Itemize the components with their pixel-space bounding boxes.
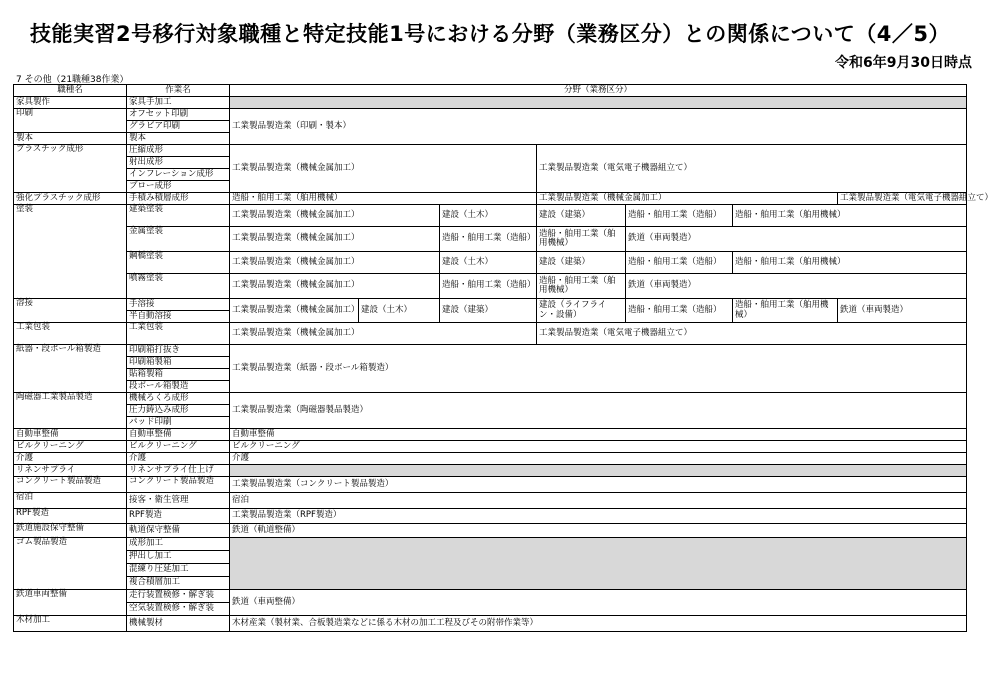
- work-name: 鋼橋塗装: [127, 252, 230, 274]
- field-cell: 工業製品製造業（機械金属加工）: [230, 323, 537, 345]
- table-row: [14, 393, 967, 405]
- header-work: 作業名: [127, 85, 230, 97]
- field-none: [230, 97, 967, 109]
- job-name: 強化プラスチック成形: [14, 193, 127, 205]
- table-row: [14, 323, 967, 345]
- field-cell: 工業製品製造業（機械金属加工）: [230, 227, 440, 252]
- job-name: 塗装: [14, 205, 127, 299]
- table-row: [14, 193, 967, 205]
- job-name: 自動車整備: [14, 429, 127, 441]
- job-name: 鉄道車両整備: [14, 590, 127, 616]
- work-name: ブロー成形: [127, 181, 230, 193]
- field-cell: 工業製品製造業（機械金属加工）: [230, 274, 440, 299]
- page-title: 技能実習2号移行対象職種と特定技能1号における分野（業務区分）との関係について（4／5）: [29, 22, 951, 46]
- table-row: [14, 616, 967, 632]
- field-cell: 建設（土木）: [359, 299, 440, 323]
- work-name: ビルクリーニング: [127, 441, 230, 453]
- work-name: インフレーション成形: [127, 169, 230, 181]
- job-name: 印刷: [14, 109, 127, 133]
- work-name: 圧力鋳込み成形: [127, 405, 230, 417]
- field-cell: 工業製品製造業（電気電子機器組立て）: [838, 193, 967, 205]
- field-cell: 造船・舶用工業（舶用機械）: [733, 205, 967, 227]
- section-subtitle: 7 その他（21職種38作業）: [16, 75, 129, 85]
- job-name: 製本: [14, 133, 127, 145]
- field-cell: 自動車整備: [230, 429, 967, 441]
- job-name: 木材加工: [14, 616, 127, 632]
- field-cell: 工業製品製造業（陶磁器製品製造）: [230, 393, 967, 429]
- job-name: 鉄道施設保守整備: [14, 524, 127, 538]
- job-name: 溶接: [14, 299, 127, 323]
- job-name: ゴム製品製造: [14, 538, 127, 590]
- work-name: 機械ろくろ成形: [127, 393, 230, 405]
- job-name: RPF製造: [14, 509, 127, 524]
- work-name: グラビア印刷: [127, 121, 230, 133]
- field-cell: 工業製品製造業（機械金属加工）: [230, 252, 440, 274]
- work-name: 半自動溶接: [127, 311, 230, 323]
- header-row: [14, 85, 967, 97]
- table-row: [14, 205, 967, 227]
- field-cell: 工業製品製造業（印刷・製本）: [230, 109, 967, 145]
- field-cell: ビルクリーニング: [230, 441, 967, 453]
- field-cell: 造船・舶用工業（造船）: [440, 227, 537, 252]
- work-name: 印刷箱打抜き: [127, 345, 230, 357]
- header-field: 分野（業務区分）: [230, 85, 967, 97]
- work-name: 金属塗装: [127, 227, 230, 252]
- work-name: 空気装置検修・解ぎ装: [127, 603, 230, 616]
- job-name: 紙器・段ボール箱製造: [14, 345, 127, 393]
- field-cell: 工業製品製造業（コンクリート製品製造）: [230, 477, 967, 493]
- work-name: 工業包装: [127, 323, 230, 345]
- field-cell: 工業製品製造業（紙器・段ボール箱製造）: [230, 345, 967, 393]
- work-name: オフセット印刷: [127, 109, 230, 121]
- table-row: [14, 274, 967, 299]
- work-name: 手溶接: [127, 299, 230, 311]
- work-name: 製本: [127, 133, 230, 145]
- header-job: 職種名: [14, 85, 127, 97]
- field-cell: 建設（建築）: [440, 299, 537, 323]
- work-name: 段ボール箱製造: [127, 381, 230, 393]
- table-row: [14, 441, 967, 453]
- field-cell: 造船・舶用工業（造船）: [440, 274, 537, 299]
- field-cell: 建設（ライフライン・設備）: [537, 299, 626, 323]
- table-row: [14, 429, 967, 441]
- job-name: 家具製作: [14, 97, 127, 109]
- field-cell: 宿泊: [230, 493, 967, 509]
- work-name: 貼箱製箱: [127, 369, 230, 381]
- work-name: 家具手加工: [127, 97, 230, 109]
- field-cell: 建設（建築）: [537, 252, 626, 274]
- field-cell: 工業製品製造業（電気電子機器組立て）: [537, 145, 967, 193]
- field-cell: 造船・舶用工業（造船）: [626, 252, 733, 274]
- field-cell: 鉄道（車両製造）: [838, 299, 967, 323]
- as-of-date: 令和6年9月30日時点: [835, 55, 972, 71]
- table-row: [14, 477, 967, 493]
- table-row: [14, 509, 967, 524]
- field-cell: 鉄道（軌道整備）: [230, 524, 967, 538]
- field-cell: 建設（土木）: [440, 252, 537, 274]
- work-name: コンクリート製品製造: [127, 477, 230, 493]
- field-cell: 鉄道（車両製造）: [626, 274, 967, 299]
- table-row: [14, 524, 967, 538]
- table-row: [14, 299, 967, 311]
- field-cell: 工業製品製造業（RPF製造）: [230, 509, 967, 524]
- table-row: [14, 109, 967, 121]
- job-name: プラスチック成形: [14, 145, 127, 193]
- work-name: 噴霧塗装: [127, 274, 230, 299]
- job-name: 陶磁器工業製品製造: [14, 393, 127, 429]
- work-name: 混練り圧延加工: [127, 564, 230, 577]
- field-cell: 鉄道（車両製造）: [626, 227, 967, 252]
- job-name: リネンサプライ: [14, 465, 127, 477]
- work-name: パッド印刷: [127, 417, 230, 429]
- field-none: [230, 465, 967, 477]
- field-cell: 木材産業（製材業、合板製造業などに係る木材の加工工程及びその附帯作業等）: [230, 616, 967, 632]
- job-name: 工業包装: [14, 323, 127, 345]
- work-name: RPF製造: [127, 509, 230, 524]
- table-row: [14, 453, 967, 465]
- table-row: [14, 465, 967, 477]
- field-cell: 造船・舶用工業（造船）: [626, 299, 733, 323]
- field-cell: 造船・舶用工業（舶用機械）: [537, 274, 626, 299]
- job-name: 宿泊: [14, 493, 127, 509]
- field-cell: 建設（土木）: [440, 205, 537, 227]
- field-cell: 造船・舶用工業（舶用機械）: [733, 252, 967, 274]
- work-name: 手積み積層成形: [127, 193, 230, 205]
- field-cell: 造船・舶用工業（造船）: [626, 205, 733, 227]
- table-row: [14, 590, 967, 603]
- table-row: [14, 538, 967, 551]
- field-cell: 造船・舶用工業（舶用機械）: [230, 193, 537, 205]
- work-name: 走行装置検修・解ぎ装: [127, 590, 230, 603]
- work-name: 押出し加工: [127, 551, 230, 564]
- work-name: 軌道保守整備: [127, 524, 230, 538]
- mapping-table: [13, 84, 993, 632]
- field-cell: 工業製品製造業（機械金属加工）: [230, 145, 537, 193]
- work-name: 成形加工: [127, 538, 230, 551]
- table-row: [14, 227, 967, 252]
- job-name: 介護: [14, 453, 127, 465]
- field-cell: 造船・舶用工業（舶用機械）: [733, 299, 838, 323]
- field-cell: 建設（建築）: [537, 205, 626, 227]
- job-name: ビルクリーニング: [14, 441, 127, 453]
- field-cell: 造船・舶用工業（舶用機械）: [537, 227, 626, 252]
- field-none: [230, 538, 967, 590]
- work-name: リネンサプライ仕上げ: [127, 465, 230, 477]
- field-cell: 工業製品製造業（電気電子機器組立て）: [537, 323, 967, 345]
- table-row: [14, 345, 967, 357]
- job-name: コンクリート製品製造: [14, 477, 127, 493]
- table-row: [14, 493, 967, 509]
- work-name: 接客・衛生管理: [127, 493, 230, 509]
- field-cell: 鉄道（車両整備）: [230, 590, 967, 616]
- work-name: 自動車整備: [127, 429, 230, 441]
- work-name: 射出成形: [127, 157, 230, 169]
- work-name: 複合積層加工: [127, 577, 230, 590]
- field-cell: 工業製品製造業（機械金属加工）: [537, 193, 838, 205]
- work-name: 介護: [127, 453, 230, 465]
- field-cell: 介護: [230, 453, 967, 465]
- work-name: 建築塗装: [127, 205, 230, 227]
- work-name: 圧縮成形: [127, 145, 230, 157]
- work-name: 印刷箱製箱: [127, 357, 230, 369]
- field-cell: 工業製品製造業（機械金属加工）: [230, 299, 359, 323]
- work-name: 機械製材: [127, 616, 230, 632]
- table-row: [14, 97, 967, 109]
- field-cell: 工業製品製造業（機械金属加工）: [230, 205, 440, 227]
- table-row: [14, 145, 967, 157]
- table-row: [14, 252, 967, 274]
